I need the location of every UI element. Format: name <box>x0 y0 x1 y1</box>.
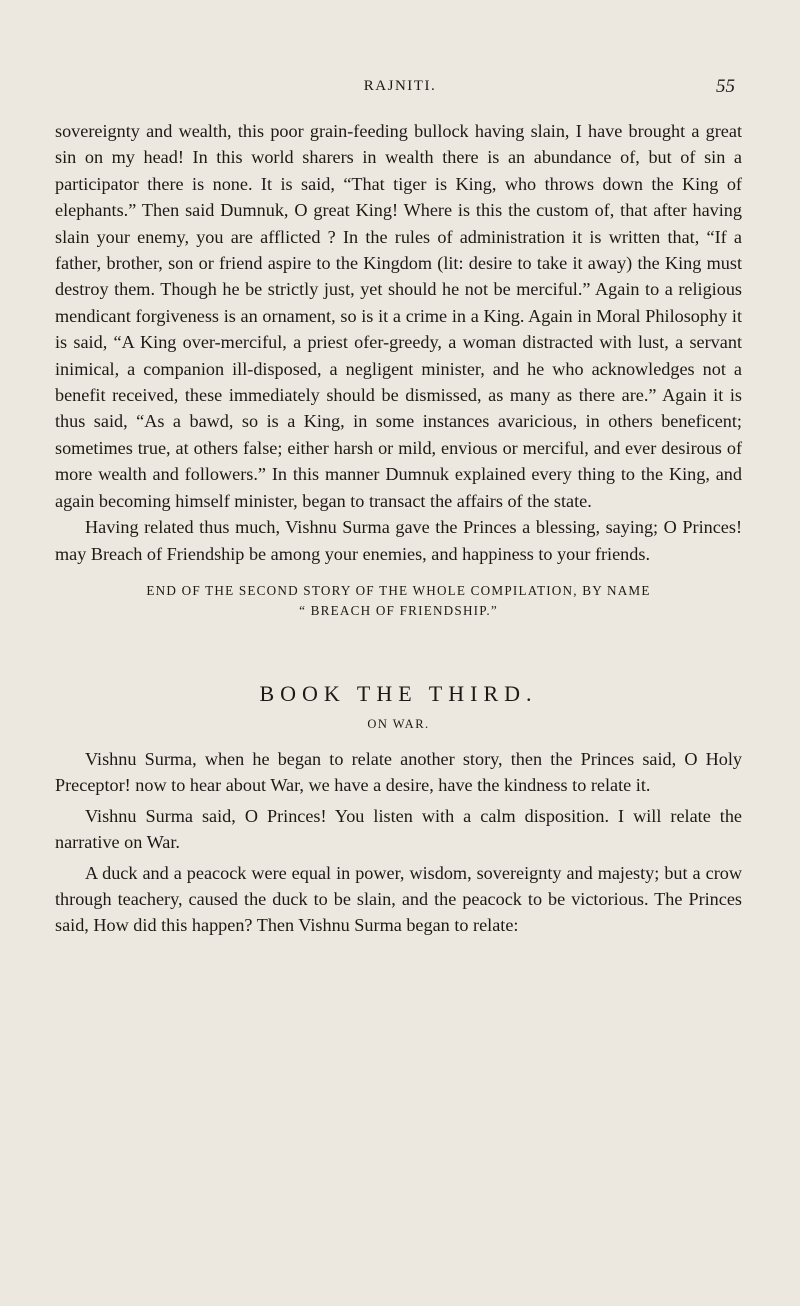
body-text <box>55 118 742 939</box>
page-number: 55 <box>716 76 735 97</box>
book-title: BOOK THE THIRD. <box>259 680 538 706</box>
paragraph: Vishnu Surma, when he began to relate another story, then the Princes said, O Holy Preceptor! now to hear about War, we have a desire, have the kindness to relate it. <box>55 748 742 796</box>
paragraph: sovereignty and wealth, this poor grain-feeding bullock having slain, I have brought a great sin on my head! In this world sharers in wealth there is an abundance of, but of sin a participator there is none. It is said, “That tiger is King, who throws down the King of elephants.” Then said Dumnuk, O great King! Where is this the custom of, that after having slain your enemy, you are afflicted ? In the rules of administration it is written that, “If a father, brother, son or friend aspire to the Kingdom (lit: desire to take it away) the King must destroy them. Though he be strictly just, yet should he not be merciful.” Again to a religious mendicant forgiveness is an ornament, so is it a crime in a King. Again in Moral Philosophy it is said, “A King over-merciful, a priest ofer-greedy, a woman distracted with lust, a servant inimical, a companion ill-disposed, a negligent minister, and he who acknowledges not a benefit received, these immediately should be dismissed, as many as there are.” Again it is thus said, “As a bawd, so is a King, in some instances avaricious, in others beneficent; sometimes true, at others false; either harsh or mild, envious or merciful, and ever desirous of more wealth and followers.” In this manner Dumnuk explained every thing to the King, and again becoming himself minister, began to transact the affairs of the state. <box>55 121 742 511</box>
end-of-story-note <box>55 581 742 621</box>
book-subtitle: ON WAR. <box>367 716 430 731</box>
end-note-line: END OF THE SECOND STORY OF THE WHOLE COMPILATION, BY NAME <box>146 582 651 598</box>
end-note-line: “ BREACH OF FRIENDSHIP.” <box>299 602 498 618</box>
book-section <box>55 746 742 939</box>
paragraph: Having related thus much, Vishnu Surma gave the Princes a blessing, saying; O Princes! may Breach of Friendship be among your enemies, and happiness to your friends. <box>55 517 742 564</box>
paragraph: A duck and a peacock were equal in power, wisdom, sovereignty and majesty; but a crow through teachery, caused the duck to be slain, and the peacock to be victorious. The Princes said, How did this happen? Then Vishnu Surma began to relate: <box>55 862 742 936</box>
paragraph: Vishnu Surma said, O Princes! You listen with a calm disposition. I will relate the narrative on War. <box>55 805 742 853</box>
page-header <box>55 78 745 108</box>
running-title: RAJNITI. <box>363 78 437 94</box>
